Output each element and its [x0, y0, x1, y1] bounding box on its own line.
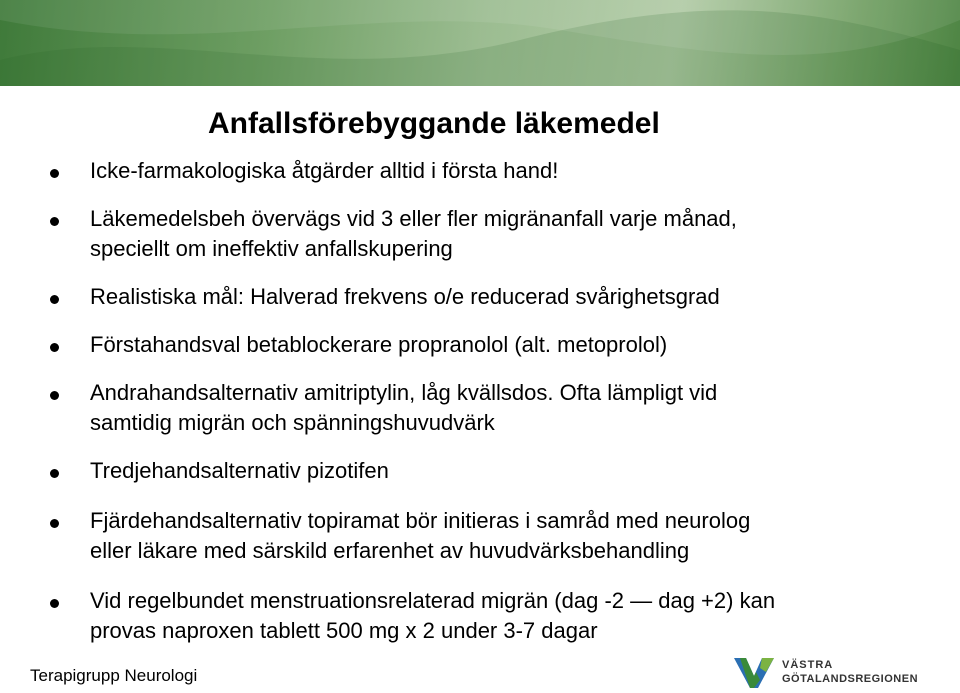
bullet-dot [50, 391, 59, 400]
bullet-item [0, 330, 940, 366]
bullet-dot [50, 599, 59, 608]
bullet-text-line: Realistiska mål: Halverad frekvens o/e reducerad svårighetsgrad [90, 284, 720, 309]
bullet-text-line: Fjärdehandsalternativ topiramat bör initieras i samråd med neurolog [90, 508, 751, 533]
bullet-dot [50, 519, 59, 528]
bullet-item [0, 282, 940, 318]
bullet-dot [50, 169, 59, 178]
organization-logo [732, 654, 952, 690]
bullet-text-line: Läkemedelsbeh övervägs vid 3 eller fler migränanfall varje månad, [90, 206, 737, 231]
bullet-text-line: eller läkare med särskild erfarenhet av huvudvärksbehandling [90, 538, 690, 563]
bullet-item [0, 506, 940, 570]
bullet-text-line: Tredjehandsalternativ pizotifen [90, 458, 389, 483]
bullet-text-line: Andrahandsalternativ amitriptylin, låg kvällsdos. Ofta lämpligt vid [90, 380, 718, 405]
bullet-text-line: speciellt om ineffektiv anfallskupering [90, 236, 453, 261]
bullet-dot [50, 295, 59, 304]
bullet-text-line: Vid regelbundet menstruationsrelaterad migrän (dag -2 — dag +2) kan [90, 588, 776, 613]
logo-text-line1: VÄSTRA [782, 659, 834, 671]
bullet-text-line: Icke-farmakologiska åtgärder alltid i första hand! [90, 158, 559, 183]
bullet-item [0, 378, 940, 442]
footer-label: Terapigrupp Neurologi [30, 666, 198, 685]
bullet-dot [50, 217, 59, 226]
bullet-text-line: Förstahandsval betablockerare propranolol (alt. metoprolol) [90, 332, 668, 357]
logo-text-line2: GÖTALANDSREGIONEN [782, 673, 919, 685]
banner-texture [0, 0, 960, 86]
bullet-dot [50, 343, 59, 352]
bullet-text-line: provas naproxen tablett 500 mg x 2 under 3-7 dagar [90, 618, 598, 643]
bullet-text-line: samtidig migrän och spänningshuvudvärk [90, 410, 495, 435]
slide-title: Anfallsförebyggande läkemedel [208, 107, 660, 140]
bullet-item [0, 204, 940, 268]
bullet-item [0, 456, 940, 492]
vgr-logo-icon [732, 654, 776, 690]
bullet-item [0, 586, 940, 650]
bullet-dot [50, 469, 59, 478]
header-banner [0, 0, 960, 86]
bullet-item [0, 156, 940, 192]
